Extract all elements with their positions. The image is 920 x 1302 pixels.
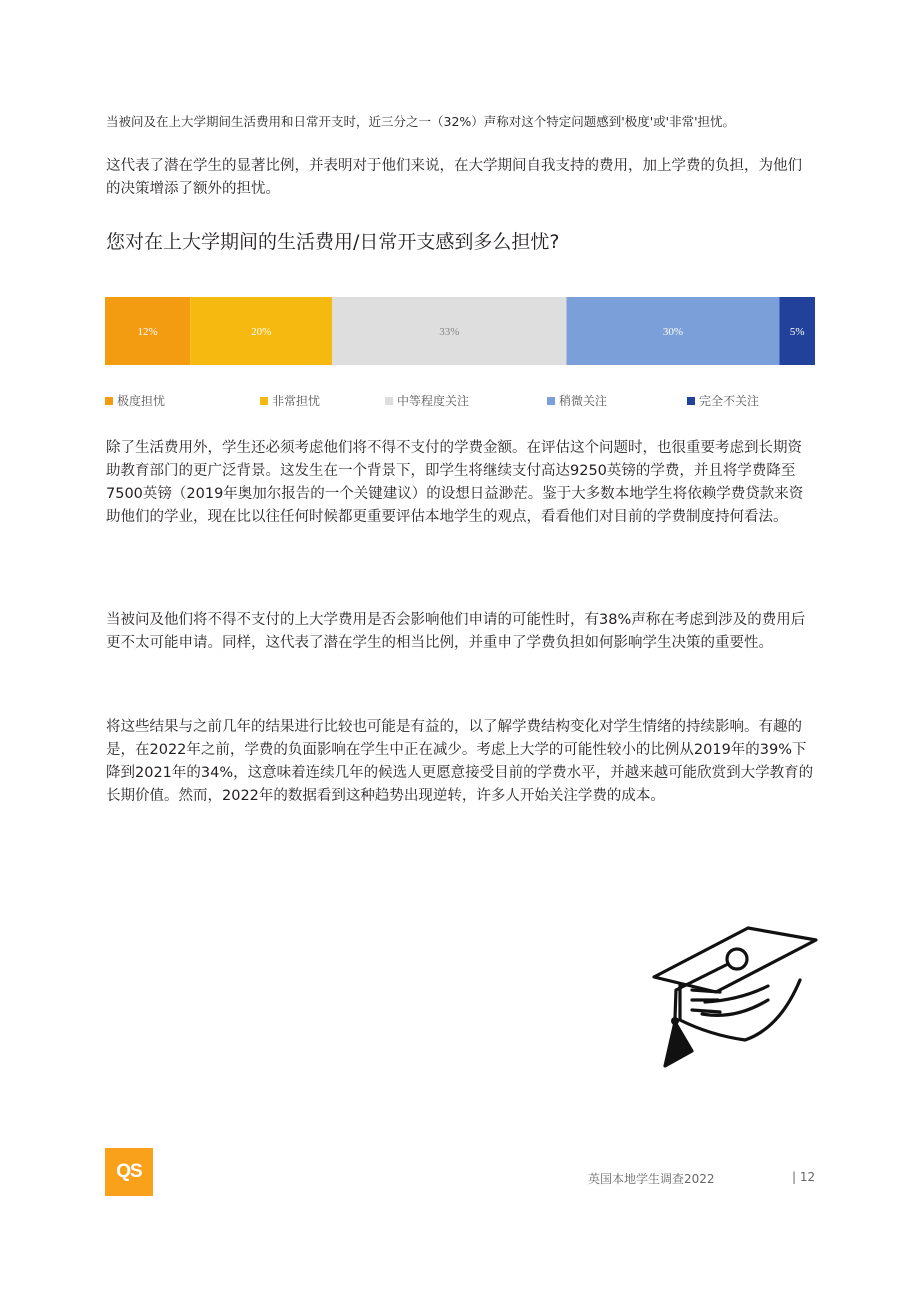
legend-swatch	[547, 397, 555, 405]
data-label-2: 20%	[251, 326, 272, 338]
legend-item-2	[260, 392, 320, 409]
footer-report-title: 英国本地学生调查2022	[588, 1172, 715, 1186]
stacked-bar-chart	[105, 297, 815, 365]
paragraph-3: 当被问及他们将不得不支付的上大学费用是否会影响他们申请的可能性时，有38%声称在考虑到涉及的费用后更不太可能申请。同样，这代表了潜在学生的相当比例，并重申了学费负担如何影响学生决策的重要性。	[106, 612, 806, 651]
legend-label: 中等程度关注	[397, 394, 470, 408]
qs-logo: QS	[105, 1148, 153, 1196]
legend-label: 非常担忧	[272, 394, 321, 408]
legend-swatch	[385, 397, 393, 405]
legend-item-1	[105, 392, 165, 409]
legend-swatch	[260, 397, 268, 405]
paragraph-2: 除了生活费用外，学生还必须考虑他们将不得不支付的学费金额。在评估这个问题时，也很重要考虑到长期资助教育部门的更广泛背景。这发生在一个背景下，即学生将继续支付高达9250英镑的学费，并且将学费降至7500英镑（2019年奥加尔报告的一个关键建议）的设想日益渺茫。鉴于大多数本地学生将依赖学费贷款来资助他们的学业，现在比以往任何时候都更重要评估本地学生的观点，看看他们对目前的学费制度持何看法。	[106, 440, 804, 525]
legend-item-3	[385, 392, 469, 409]
legend-swatch	[687, 397, 695, 405]
chart-title: 您对在上大学期间的生活费用/日常开支感到多么担忧?	[106, 231, 560, 253]
data-label-5: 5%	[789, 326, 805, 338]
legend-swatch	[105, 397, 113, 405]
legend-item-5	[687, 392, 759, 409]
paragraph-4: 将这些结果与之前几年的结果进行比较也可能是有益的，以了解学费结构变化对学生情绪的持续影响。有趣的是，在2022年之前，学费的负面影响在学生中正在减少。考虑上大学的可能性较小的比例从2019年的39%下降到2021年的34%，这意味着连续几年的候选人更愿意接受目前的学费水平，并越来越可能欣赏到大学教育的长期价值。然而，2022年的数据看到这种趋势出现逆转，许多人开始关注学费的成本。	[106, 719, 814, 804]
legend-label: 完全不关注	[699, 394, 760, 408]
graduation-cap-icon	[650, 920, 820, 1080]
data-label-3: 33%	[439, 326, 460, 338]
paragraph-1: 这代表了潜在学生的显著比例，并表明对于他们来说，在大学期间自我支持的费用，加上学费的负担，为他们的决策增添了额外的担忧。	[106, 158, 802, 197]
legend-item-4	[547, 392, 607, 409]
data-label-1: 12%	[137, 326, 158, 338]
chart-legend	[105, 392, 815, 412]
intro-paragraph: 当被问及在上大学期间生活费用和日常开支时，近三分之一（32%）声称对这个特定问题感到'极度'或'非常'担忧。	[106, 114, 736, 129]
data-label-4: 30%	[662, 326, 684, 338]
legend-label: 稍微关注	[559, 394, 608, 408]
page-number: | 12	[792, 1170, 816, 1184]
legend-label: 极度担忧	[117, 394, 166, 408]
